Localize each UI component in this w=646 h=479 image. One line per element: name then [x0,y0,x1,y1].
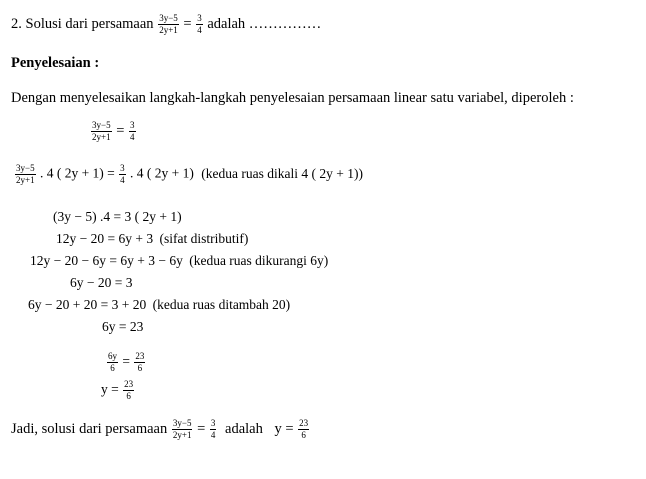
step-6: 6y − 20 = 3 [70,275,133,290]
conclusion-mid: adalah [225,420,263,437]
fraction-denominator: 4 [197,25,202,35]
equals-sign: = [116,122,125,139]
step7-note: (kedua ruas ditambah 20) [152,297,291,312]
fraction-numerator: 3y−5 [16,163,35,173]
step-5 [30,254,328,268]
equals-sign: = [197,420,206,437]
step2-note: (kedua ruas dikali 4 ( 2y + 1)) [201,165,363,181]
step9-lhs-fraction [107,352,118,373]
step-8: 6y = 23 [102,319,144,334]
fraction-denominator: 6 [126,391,131,401]
conclusion-rhs-fraction [210,419,217,440]
step5-expression: 12y − 20 − 6y = 6y + 3 − 6y [30,253,183,268]
fraction-numerator: 3 [120,163,125,173]
step2-lhs-fraction [15,164,36,185]
conclusion-answer-lhs: y = [274,420,294,437]
fraction-numerator: 3y−5 [172,418,192,428]
step-1 [90,121,137,142]
fraction-numerator: 3 [197,13,202,23]
step2-rhs-fraction [119,164,126,185]
fraction-denominator: 2y+1 [92,132,111,142]
fraction-denominator: 4 [210,430,216,440]
problem-rhs-fraction [196,14,203,35]
conclusion-prefix: Jadi, solusi dari persamaan [11,420,168,437]
fraction-denominator: 6 [301,430,306,440]
fraction-denominator: 2y+1 [159,25,178,35]
step-4 [56,232,248,246]
fraction-numerator: 23 [135,351,145,361]
step-9 [106,352,146,373]
problem-statement [11,14,321,35]
fraction-numerator: 6y [108,351,117,361]
step10-rhs-fraction [123,380,134,401]
fraction-denominator: 2y+1 [16,175,35,185]
conclusion [11,419,310,440]
conclusion-lhs-fraction [172,419,193,440]
fraction-denominator: 2y+1 [172,430,192,440]
fraction-numerator: 23 [124,379,134,389]
step-3: (3y − 5) .4 = 3 ( 2y + 1) [53,209,182,224]
step2-mid-right: . 4 ( 2y + 1) [130,165,194,181]
step10-lhs: y = [101,381,119,397]
fraction-denominator: 4 [120,175,125,185]
fraction-numerator: 3y−5 [92,120,111,130]
step1-rhs-fraction [129,121,136,142]
step-10 [101,380,135,401]
problem-suffix: adalah …………… [207,15,322,32]
fraction-denominator: 4 [130,132,135,142]
step4-expression: 12y − 20 = 6y + 3 [56,231,154,246]
step-2 [14,164,363,185]
intro-text: Dengan menyelesaikan langkah-langkah penyelesaian persamaan linear satu variabel, diperoleh : [11,90,574,106]
equals-sign: = [122,353,130,369]
fraction-numerator: 3 [210,418,216,428]
fraction-numerator: 3 [130,120,135,130]
step9-rhs-fraction [134,352,145,373]
fraction-denominator: 6 [110,363,115,373]
fraction-denominator: 6 [137,363,143,373]
fraction-numerator: 3y−5 [159,13,178,23]
step1-lhs-fraction [91,121,112,142]
step2-mid-left: . 4 ( 2y + 1) = [39,165,115,181]
step4-note: (sifat distributif) [159,231,249,246]
equals-sign: = [183,15,192,32]
step-7 [28,298,290,312]
step5-note: (kedua ruas dikurangi 6y) [189,253,329,268]
solution-heading: Penyelesaian : [11,55,100,71]
step7-expression: 6y − 20 + 20 = 3 + 20 [28,297,147,312]
fraction-numerator: 23 [299,418,309,428]
problem-lhs-fraction [158,14,179,35]
problem-prefix: 2. Solusi dari persamaan [11,15,154,32]
conclusion-answer-fraction [298,419,309,440]
